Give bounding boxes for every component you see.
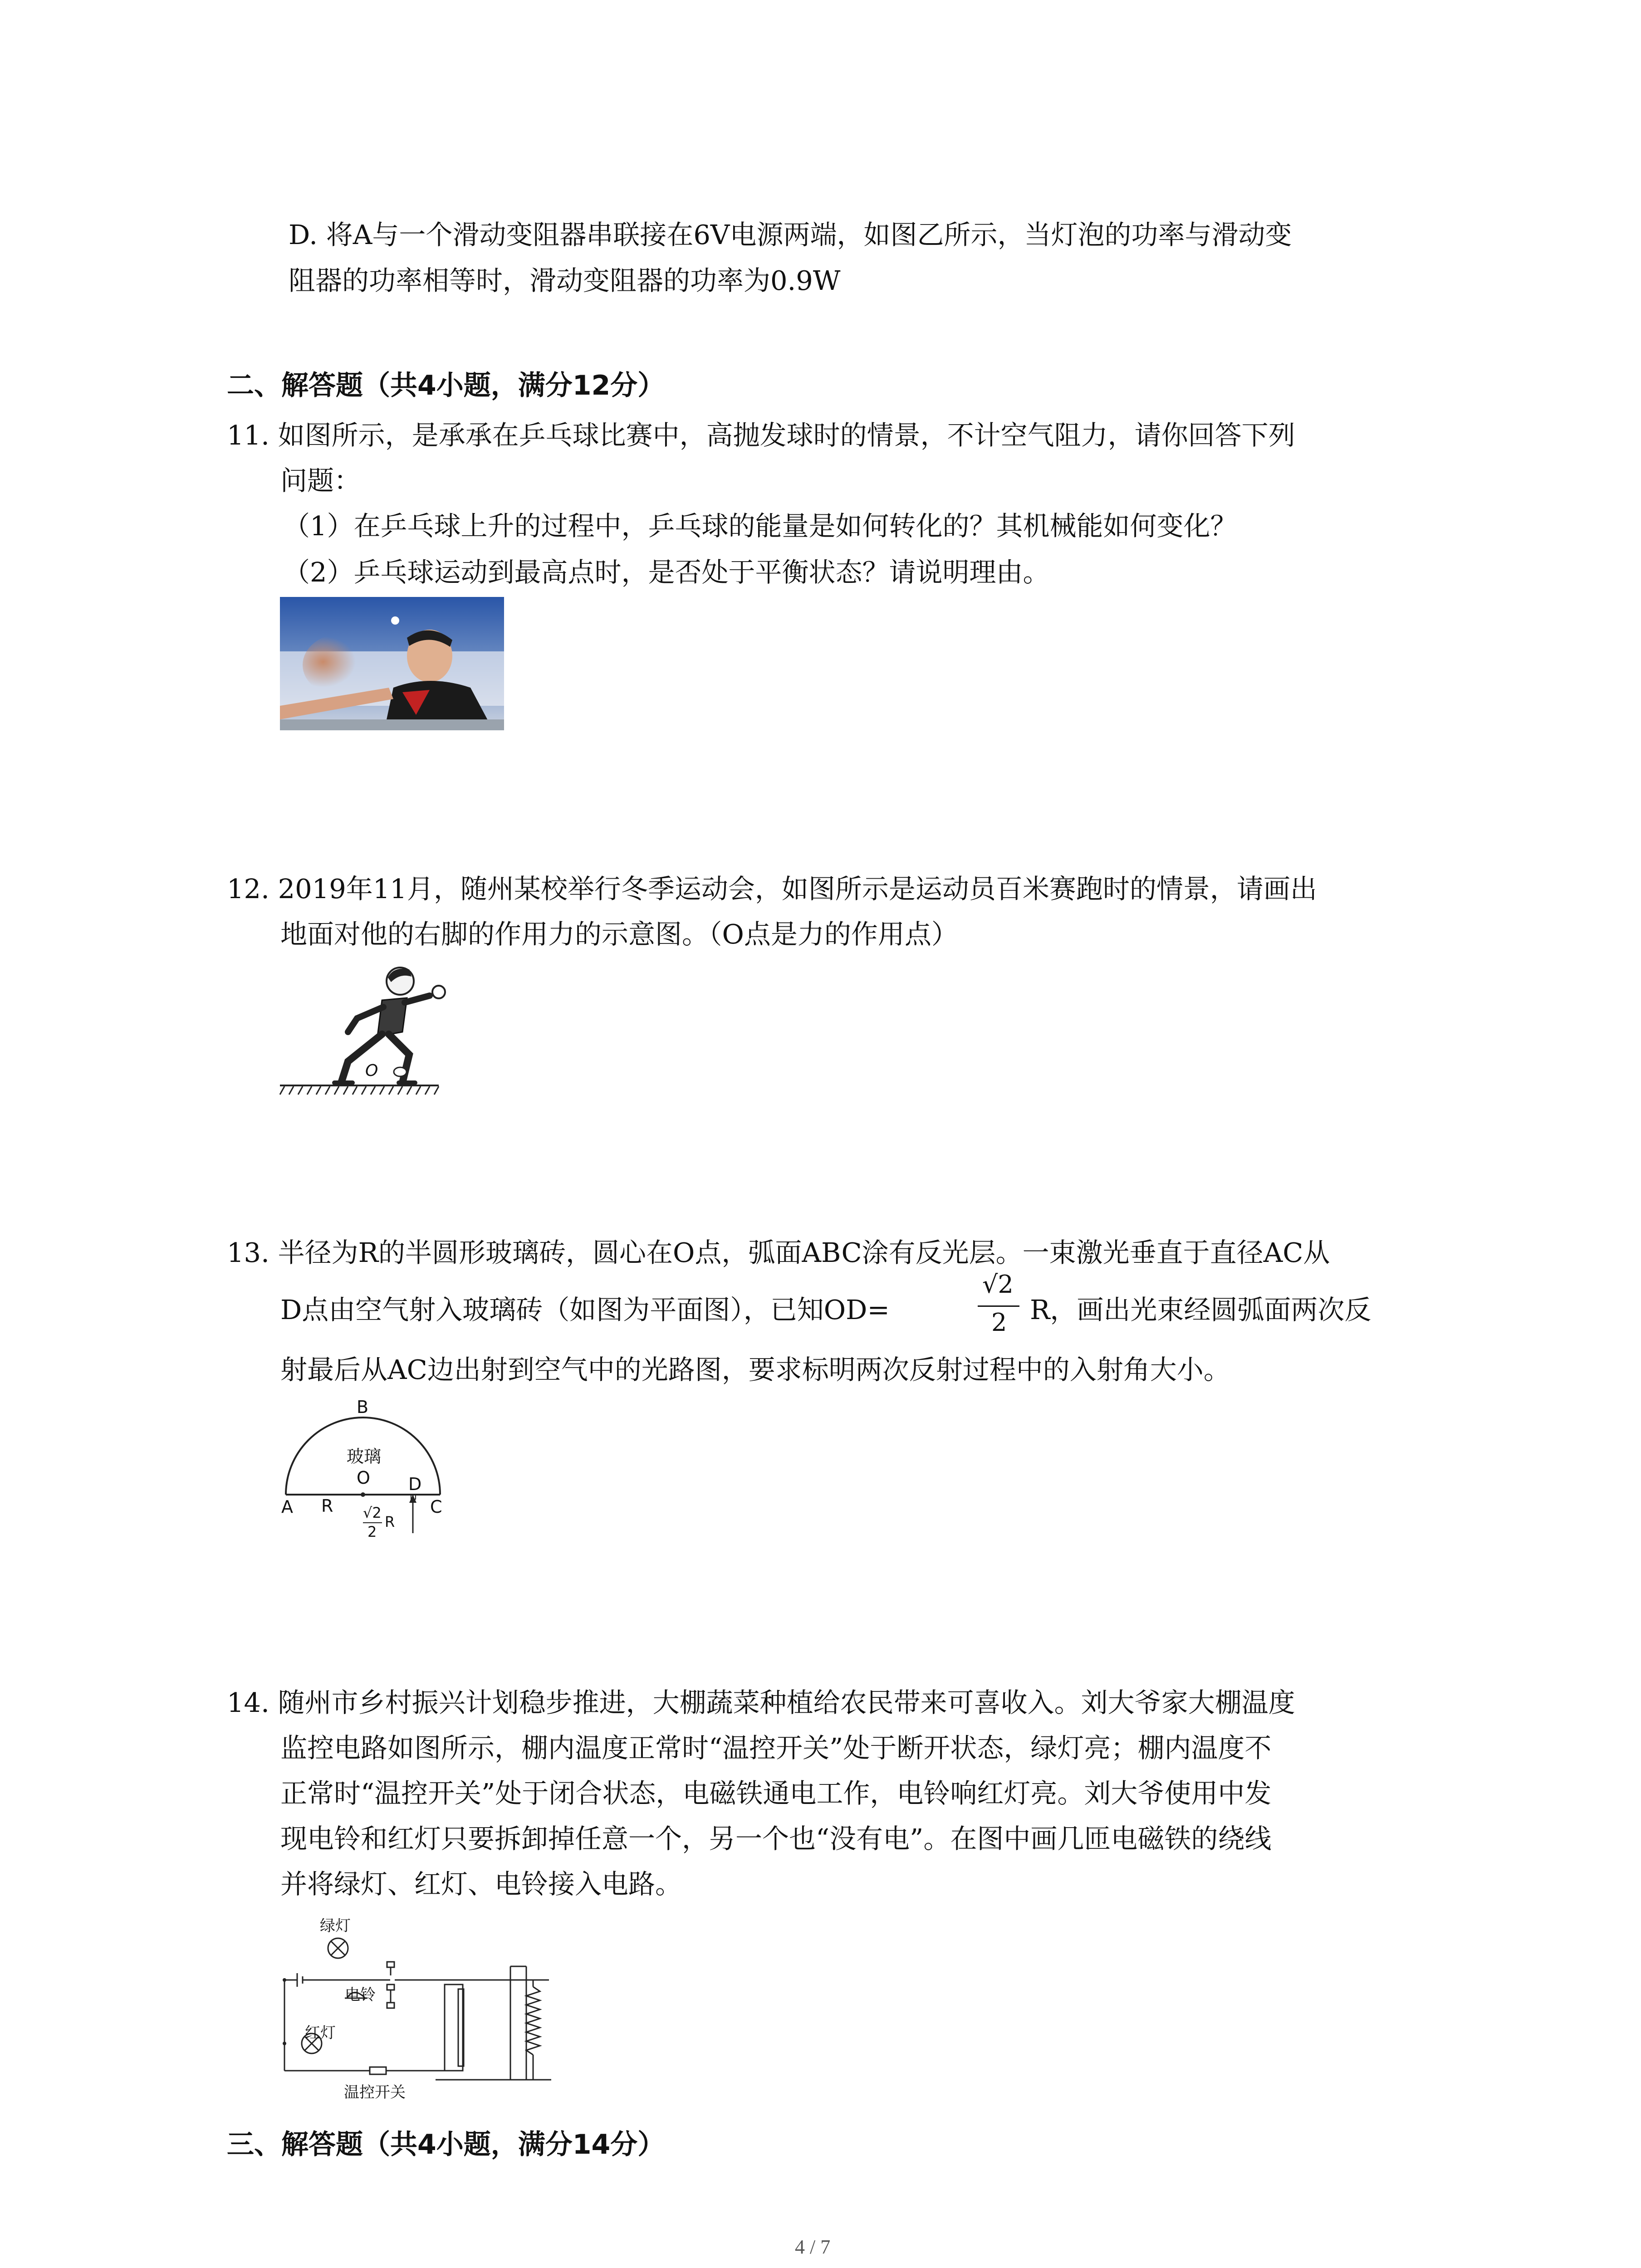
q14-line4: 现电铃和红灯只要拆卸掉任意一个，另一个也“没有电”。在图中画几匝电磁铁的绕线 bbox=[280, 1823, 1272, 1854]
section-3-heading: 三、解答题（共4小题，满分14分） bbox=[227, 2129, 665, 2160]
fig-radius-r: R bbox=[321, 1496, 333, 1516]
q13-fraction bbox=[973, 1270, 1028, 1338]
table-tennis-photo bbox=[280, 597, 504, 730]
q12-text1: 2019年11月，随州某校举行冬季运动会，如图所示是运动员百米赛跑时的情景，请画出 bbox=[278, 873, 1317, 904]
q14-line1 bbox=[227, 1686, 1295, 1719]
q13-text1: 半径为R的半圆形玻璃砖，圆心在O点，弧面ABC涂有反光层。一束激光垂直于直径AC从 bbox=[278, 1237, 1330, 1268]
fig-point-o: O bbox=[357, 1468, 370, 1488]
fig-glass-label: 玻璃 bbox=[347, 1447, 382, 1466]
q12-number: 12. bbox=[227, 873, 269, 904]
q14-line5: 并将绿灯、红灯、电铃接入电路。 bbox=[280, 1868, 682, 1900]
bell-label: 电铃 bbox=[345, 1986, 376, 2004]
q11-sub1: （1）在乒乓球上升的过程中，乒乓球的能量是如何转化的？其机械能如何变化？ bbox=[283, 510, 1237, 542]
ball bbox=[391, 616, 399, 625]
q13-frac-numerator: √2 bbox=[982, 1270, 1014, 1299]
q11-text1: 如图所示，是承承在乒乓球比赛中，高抛发球时的情景，不计空气阻力，请你回答下列 bbox=[278, 420, 1295, 451]
q13-line1 bbox=[227, 1237, 1330, 1269]
q13-line2b: R，画出光束经圆弧面两次反 bbox=[1030, 1294, 1372, 1325]
q11-line1 bbox=[227, 419, 1295, 452]
fig-point-d: D bbox=[408, 1474, 422, 1494]
q13-number: 13. bbox=[227, 1237, 269, 1268]
switch-label: 温控开关 bbox=[344, 2083, 406, 2102]
q14-line2: 监控电路如图所示，棚内温度正常时“温控开关”处于断开状态，绿灯亮；棚内温度不 bbox=[280, 1732, 1272, 1764]
q14-number: 14. bbox=[227, 1687, 269, 1718]
q13-frac-denominator: 2 bbox=[991, 1308, 1007, 1337]
fig-frac-r: R bbox=[385, 1513, 395, 1530]
fig-point-b: B bbox=[357, 1397, 369, 1417]
page-number: 4 / 7 bbox=[795, 2236, 831, 2258]
fig-point-a: A bbox=[281, 1497, 293, 1517]
q12-line2: 地面对他的右脚的作用力的示意图。（O点是力的作用点） bbox=[280, 919, 958, 950]
circuit-figure bbox=[279, 1912, 569, 2093]
red-light-label: 红灯 bbox=[305, 2024, 336, 2042]
fig-point-c: C bbox=[430, 1497, 442, 1517]
fig-frac-den: 2 bbox=[367, 1523, 377, 1540]
option-d-line2: 阻器的功率相等时，滑动变阻器的功率为0.9W bbox=[289, 265, 841, 296]
green-light-label: 绿灯 bbox=[320, 1917, 351, 1935]
runner-figure bbox=[280, 964, 443, 1095]
option-d-line1: D. 将A与一个滑动变阻器串联接在6V电源两端，如图乙所示，当灯泡的功率与滑动变 bbox=[289, 219, 1292, 250]
fig-frac-num: √2 bbox=[363, 1504, 382, 1521]
q13-frac-bar bbox=[978, 1305, 1019, 1307]
q14-text1: 随州市乡村振兴计划稳步推进，大棚蔬菜种植给农民带来可喜收入。刘大爷家大棚温度 bbox=[278, 1687, 1295, 1718]
q12-line1 bbox=[227, 873, 1317, 905]
q13-line3: 射最后从AC边出射到空气中的光路图，要求标明两次反射过程中的入射角大小。 bbox=[280, 1354, 1230, 1385]
q11-line2: 问题： bbox=[280, 465, 361, 496]
q13-line2a: D点由空气射入玻璃砖（如图为平面图），已知OD= bbox=[280, 1294, 890, 1325]
section-2-heading: 二、解答题（共4小题，满分12分） bbox=[227, 370, 665, 401]
q14-line3: 正常时“温控开关”处于闭合状态，电磁铁通电工作，电铃响红灯亮。刘大爷使用中发 bbox=[280, 1778, 1272, 1809]
q11-number: 11. bbox=[227, 420, 269, 451]
q11-sub2: （2）乒乓球运动到最高点时，是否处于平衡状态？请说明理由。 bbox=[283, 557, 1050, 588]
runner-point-o-label: O bbox=[365, 1061, 378, 1080]
